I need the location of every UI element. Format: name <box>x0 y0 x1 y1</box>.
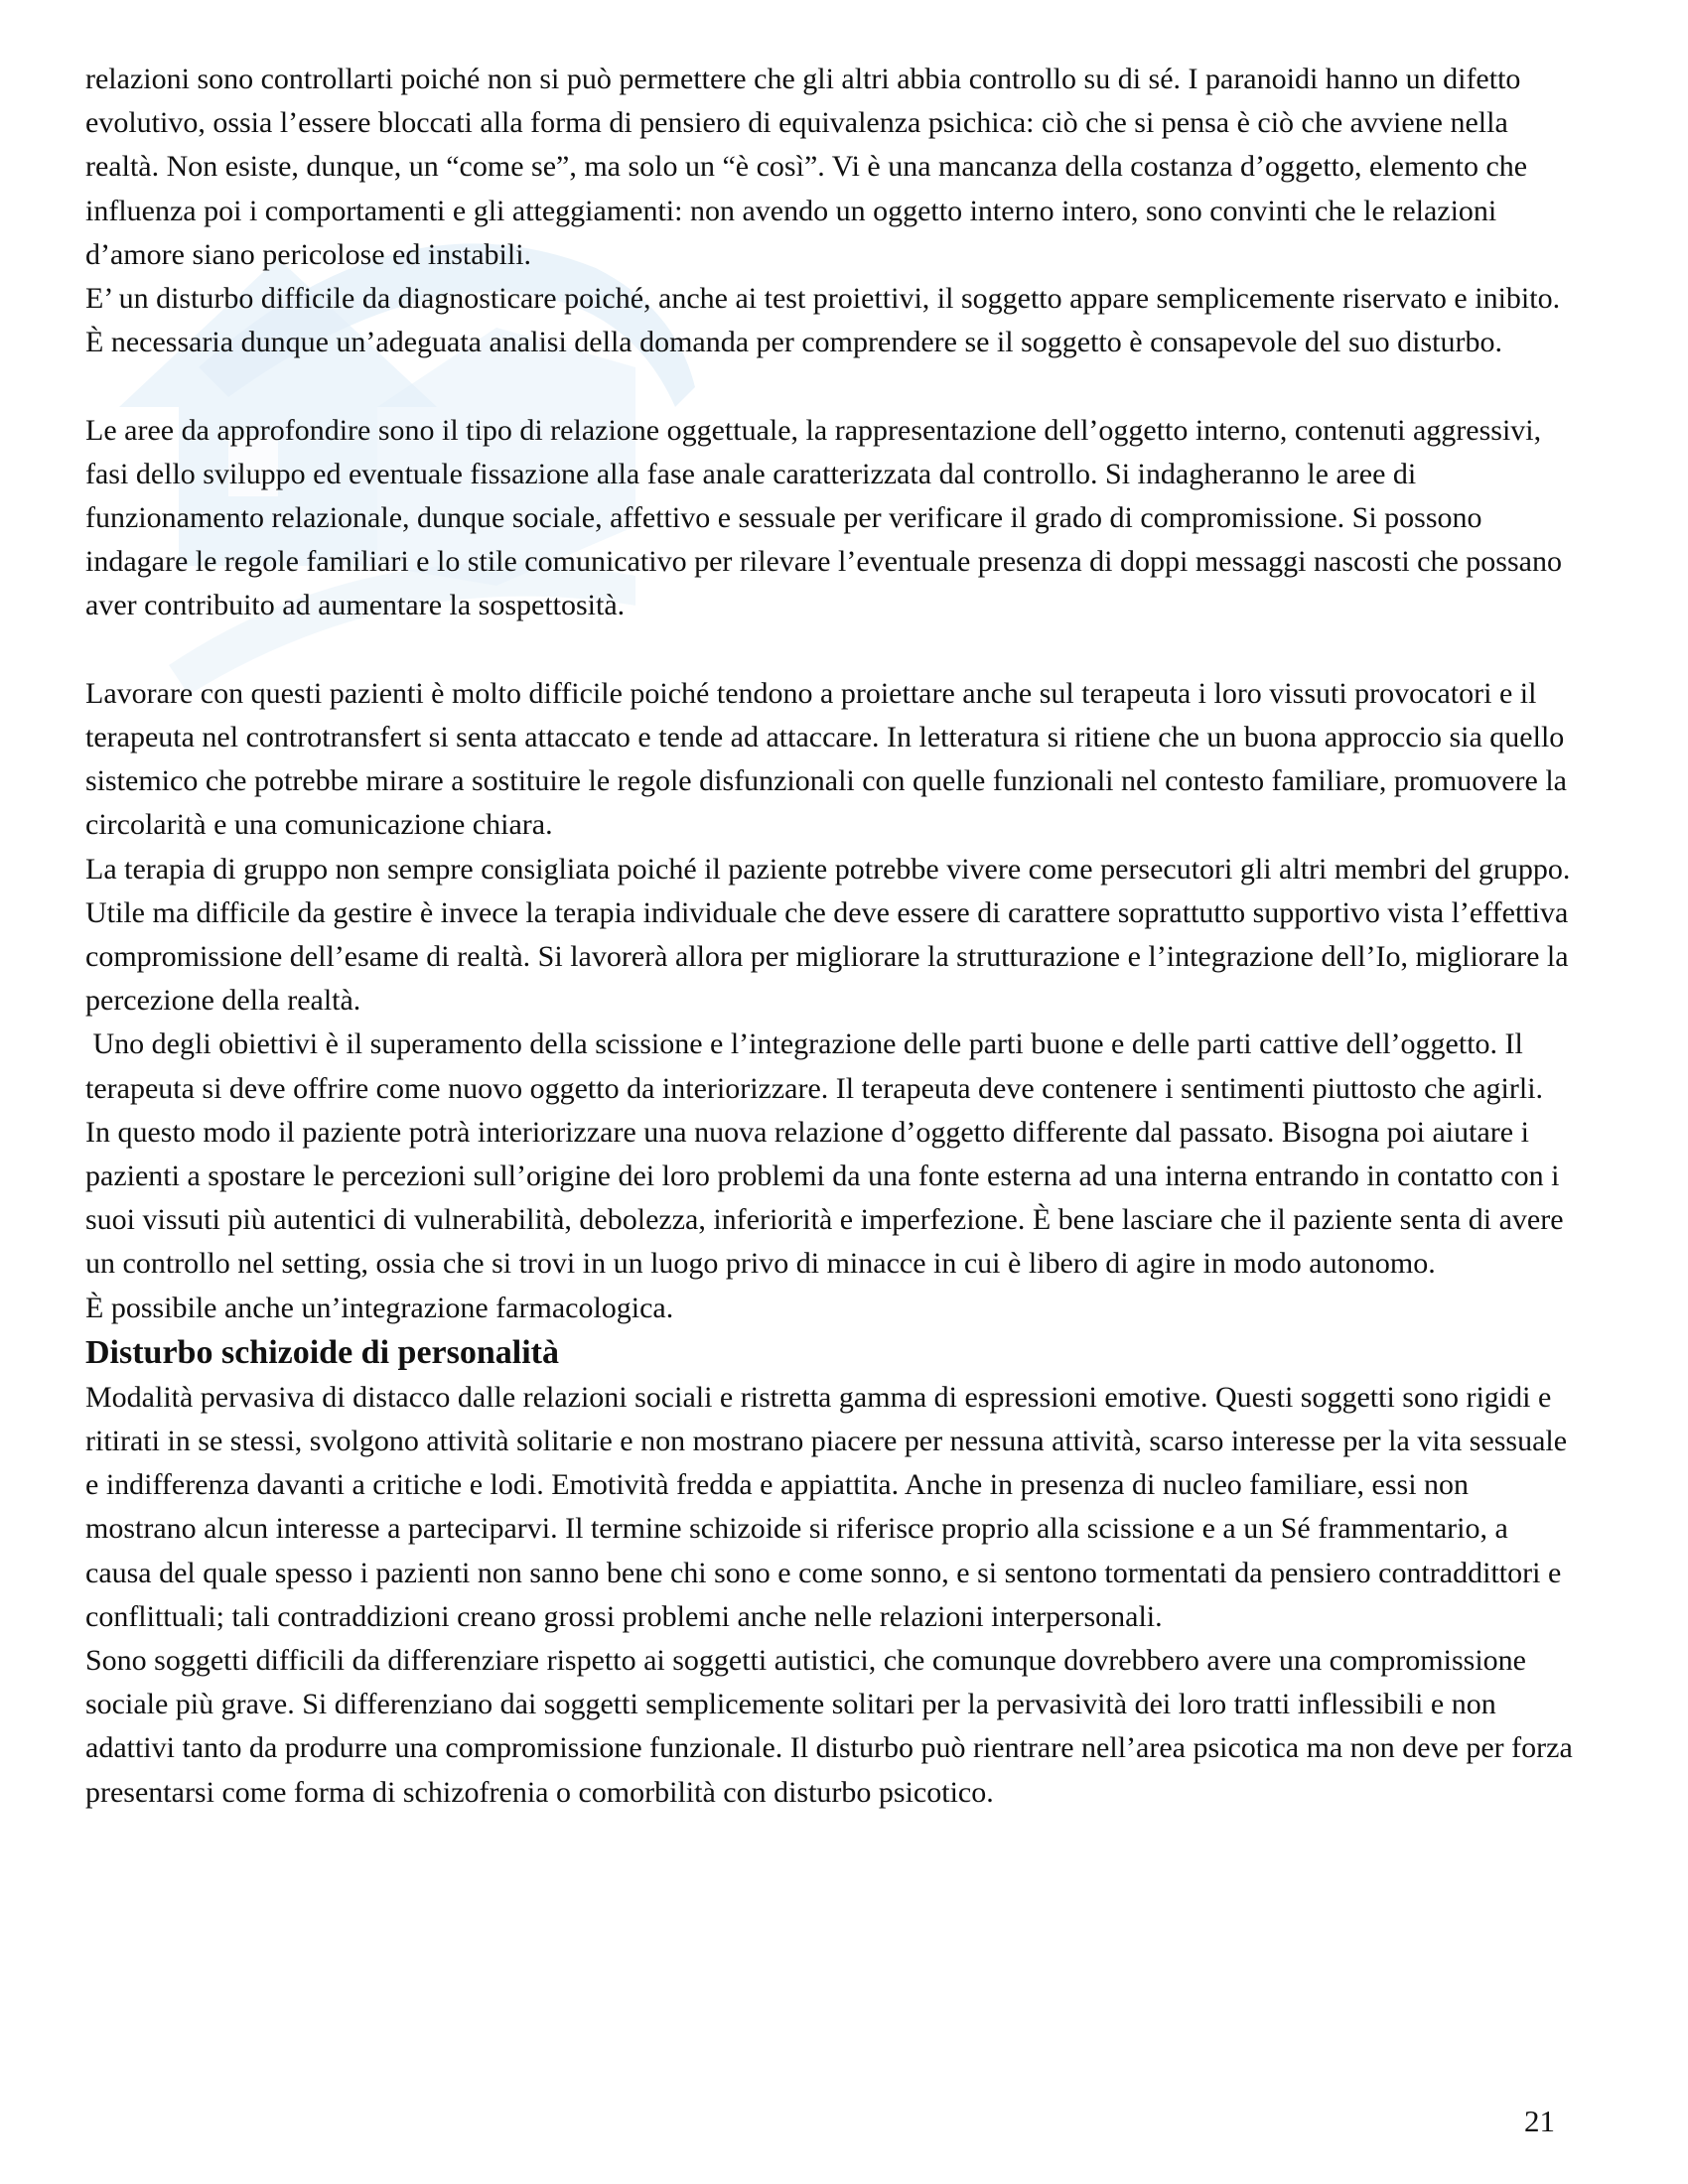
section-heading: Disturbo schizoide di personalità <box>85 1333 559 1371</box>
paragraph: La terapia di gruppo non sempre consigliata poiché il paziente potrebbe vivere come persecutori gli altri membri del gruppo. Utile ma difficile da gestire è invece la terapia individuale che deve essere di carattere soprattutto supportivo vista l’effettiva compromissione dell’esame di realtà. Si lavorerà allora per migliorare la strutturazione e l’integrazione dell’Io, migliorare la percezione della realtà. <box>85 852 1571 1018</box>
paragraph: Le aree da approfondire sono il tipo di relazione oggettuale, la rappresentazione dell’oggetto interno, contenuti aggressivi, fasi dello sviluppo ed eventuale fissazione alla fase anale caratterizzata dal controllo. Si indagheranno le aree di funzionamento relazionale, dunque sociale, affettivo e sessuale per verificare il grado di compromissione. Si possono indagare le regole familiari e lo stile comunicativo per rilevare l’eventuale presenza di doppi messaggi nascosti che possano aver contribuito ad aumentare la sospettosità. <box>85 413 1562 622</box>
paragraph: E’ un disturbo difficile da diagnosticare poiché, anche ai test proiettivi, il soggetto appare semplicemente riservato e inibito. È necessaria dunque un’adeguata analisi della domanda per comprendere se il soggetto è consapevole del suo disturbo. <box>85 282 1561 359</box>
paragraph: Modalità pervasiva di distacco dalle relazioni sociali e ristretta gamma di espressioni emotive. Questi soggetti sono rigidi e ritirati in se stessi, svolgono attività solitarie e non mostrano piacere per nessuna attività, scarso interesse per la vita sessuale e indifferenza davanti a critiche e lodi. Emotività fredda e appiattita. Anche in presenza di nucleo familiare, essi non mostrano alcun interesse a parteciparvi. Il termine schizoide si riferisce proprio alla scissione e a un Sé frammentario, a causa del quale spesso i pazienti non sanno bene chi sono e come sonno, e si sentono tormentati da pensiero contraddittori e conflittuali; tali contraddizioni creano grossi problemi anche nelle relazioni interpersonali. <box>85 1380 1568 1633</box>
document-page <box>85 58 1575 1815</box>
paragraph: Uno degli obiettivi è il superamento della scissione e l’integrazione delle parti buone e delle parti cattive dell’oggetto. Il terapeuta si deve offrire come nuovo oggetto da interiorizzare. Il terapeuta deve contenere i sentimenti piuttosto che agirli. In questo modo il paziente potrà interiorizzare una nuova relazione d’oggetto differente dal passato. Bisogna poi aiutare i pazienti a spostare le percezioni sull’origine dei loro problemi da una fonte esterna ad una interna entrando in contatto con i suoi vissuti più autentici di vulnerabilità, debolezza, inferiorità e imperfezione. È bene lasciare che il paziente senta di avere un controllo nel setting, ossia che si trovi in un luogo privo di minacce in cui è libero di agire in modo autonomo. <box>85 1027 1572 1281</box>
paragraph: relazioni sono controllarti poiché non si può permettere che gli altri abbia controllo su di sé. I paranoidi hanno un difetto evolutivo, ossia l’essere bloccati alla forma di pensiero di equivalenza psichica: ciò che si pensa è ciò che avviene nella realtà. Non esiste, dunque, un “come se”, ma solo un “è così”. Vi è una mancanza della costanza d’oggetto, elemento che influenza poi i comportamenti e gli atteggiamenti: non avendo un oggetto interno intero, sono convinti che le relazioni d’amore siano pericolose ed instabili. <box>85 63 1528 271</box>
paragraph-spacer <box>85 364 1575 408</box>
paragraph: È possibile anche un’integrazione farmacologica. <box>85 1291 674 1324</box>
paragraph: Lavorare con questi pazienti è molto difficile poiché tendono a proiettare anche sul terapeuta i loro vissuti provocatori e il terapeuta nel controtransfert si senta attaccato e tende ad attaccare. In letteratura si ritiene che un buona approccio sia quello sistemico che potrebbe mirare a sostituire le regole disfunzionali con quelle funzionali nel contesto familiare, promuovere la circolarità e una comunicazione chiara. <box>85 676 1567 842</box>
paragraph: Sono soggetti difficili da differenziare rispetto ai soggetti autistici, che comunque dovrebbero avere una compromissione sociale più grave. Si differenziano dai soggetti semplicemente solitari per la pervasività dei loro tratti inflessibili e non adattivi tanto da produrre una compromissione funzionale. Il disturbo può rientrare nell’area psicotica ma non deve per forza presentarsi come forma di schizofrenia o comorbilità con disturbo psicotico. <box>85 1644 1573 1809</box>
page-number: 21 <box>1524 2104 1555 2138</box>
paragraph-spacer <box>85 628 1575 672</box>
